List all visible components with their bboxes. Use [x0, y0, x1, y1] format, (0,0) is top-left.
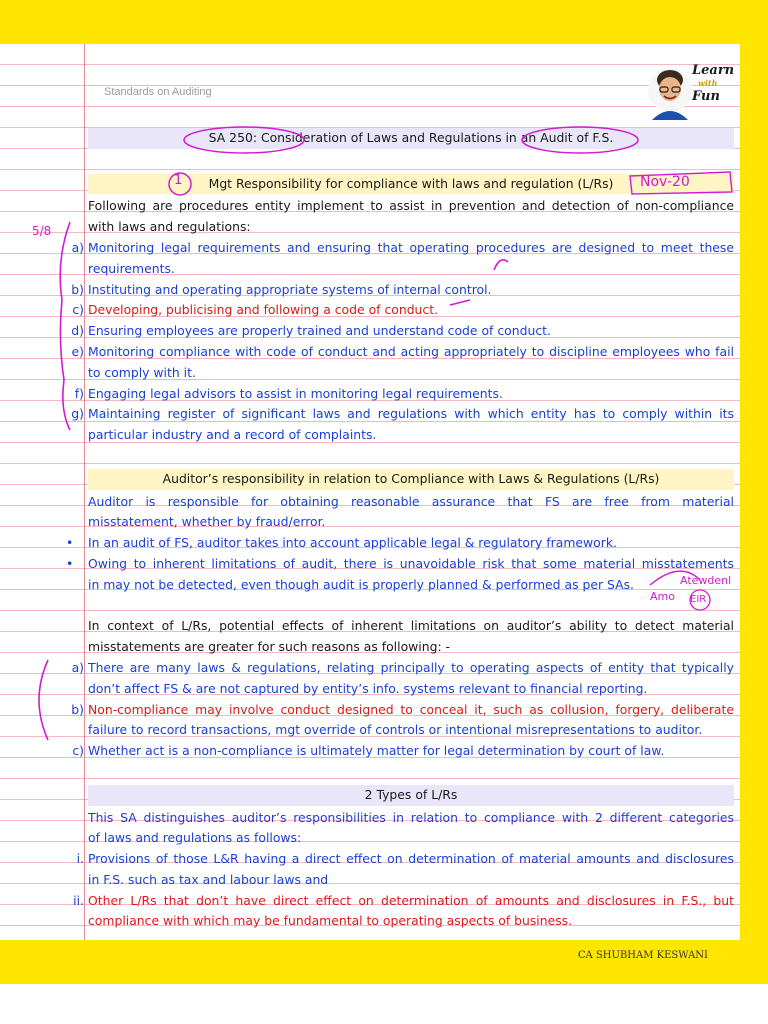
list-item: d) Ensuring employees are properly trained and understand code of conduct.	[71, 323, 551, 339]
list-item-cont: particular industry and a record of complaints.	[88, 427, 377, 443]
section1-title: SA 250: Consideration of Laws and Regulations in an Audit of F.S.	[88, 128, 734, 149]
type-item-cont: in F.S. such as tax and labour laws and	[88, 871, 329, 887]
list-item: g) Maintaining register of significant laws and regulations with which entity has to comply within its	[71, 406, 734, 422]
learn-with-fun-logo	[642, 60, 734, 120]
type-item: ii. Other L/Rs that don’t have direct effect on determination of amounts and disclosures in F.S., but	[73, 892, 734, 908]
section2-context-line1: In context of L/Rs, potential effects of inherent limitations on auditor’s ability to detect material	[88, 618, 734, 634]
section2-para-line2: misstatement, whether by fraud/error.	[88, 514, 326, 530]
list-item: a) Monitoring legal requirements and ensuring that operating procedures are designed to meet these	[71, 239, 734, 255]
section3-intro-line2: of laws and regulations as follows:	[88, 830, 302, 846]
header-title: Standards on Auditing	[104, 86, 212, 98]
reason-item: c) Whether act is a non-compliance is ultimately matter for legal determination by court of law.	[72, 743, 665, 759]
list-item: f) Engaging legal advisors to assist in monitoring legal requirements.	[74, 385, 503, 401]
footer-band	[0, 940, 768, 984]
logo-word-2: with	[698, 78, 718, 88]
side-note: 5/8	[32, 224, 52, 238]
nov-20-note: Nov-20	[640, 174, 690, 190]
list-item-cont: requirements.	[88, 260, 175, 276]
right-border	[740, 44, 768, 940]
bullet-item: • Owing to inherent limitations of audit, there is unavoidable risk that some material misstatements	[66, 555, 734, 571]
section2-context-line2: misstatements are greater for such reasons as following: -	[88, 639, 451, 655]
section3-title: 2 Types of L/Rs	[88, 785, 734, 806]
reason-item: a) There are many laws & regulations, relating principally to operating aspects of entity that typically	[71, 659, 734, 675]
type-item-cont: compliance with which may be fundamental to operating aspects of business.	[88, 913, 573, 929]
arrow-note-3: EIR	[690, 594, 707, 605]
margin-line	[84, 44, 85, 940]
bullet-item: • In an audit of FS, auditor takes into account applicable legal & regulatory framework.	[66, 535, 617, 551]
section2-para-line1: Auditor is responsible for obtaining reasonable assurance that FS are free from material	[88, 493, 734, 509]
list-item: c) Developing, publicising and following a code of conduct.	[72, 302, 439, 318]
section1-subtitle: Mgt Responsibility for compliance with laws and regulation (L/Rs)	[88, 174, 734, 195]
list-item: b) Instituting and operating appropriate systems of internal control.	[71, 281, 492, 297]
reason-item-cont: don’t affect FS & are not captured by entity’s info. systems relevant to financial reporting.	[88, 680, 648, 696]
arrow-note-1: Amo	[650, 590, 675, 603]
arrow-note-2: Atewdenl	[680, 574, 732, 587]
reason-item: b) Non-compliance may involve conduct designed to conceal it, such as collusion, forgery, deliberate	[71, 701, 734, 717]
bottom-strip	[0, 984, 768, 1024]
circle-one-note: 1	[174, 173, 183, 188]
list-item: e) Monitoring compliance with code of conduct and acting appropriately to discipline employees who fail	[71, 343, 734, 359]
section1-intro-line1: Following are procedures entity implement to assist in prevention and detection of non-compliance	[88, 198, 734, 214]
reason-item-cont: failure to record transactions, mgt override of controls or intentional misrepresentations to auditor.	[88, 722, 703, 738]
logo-word-3: Fun	[692, 89, 720, 104]
notes-content	[66, 126, 734, 932]
section3-intro-line1: This SA distinguishes auditor’s responsibilities in relation to compliance with 2 different categories	[88, 809, 734, 825]
section1-intro-line2: with laws and regulations:	[88, 219, 251, 235]
footer-author: CA SHUBHAM KESWANI	[577, 950, 708, 961]
type-item: i. Provisions of those L&R having a direct effect on determination of material amounts and disclosures	[76, 851, 734, 867]
list-item-cont: to comply with it.	[88, 364, 196, 380]
section2-title: Auditor’s responsibility in relation to Compliance with Laws & Regulations (L/Rs)	[88, 469, 734, 490]
bullet-item-cont: in may not be detected, even though audit is properly planned & performed as per SAs.	[88, 576, 634, 592]
logo-word-1: Learn	[692, 63, 735, 78]
